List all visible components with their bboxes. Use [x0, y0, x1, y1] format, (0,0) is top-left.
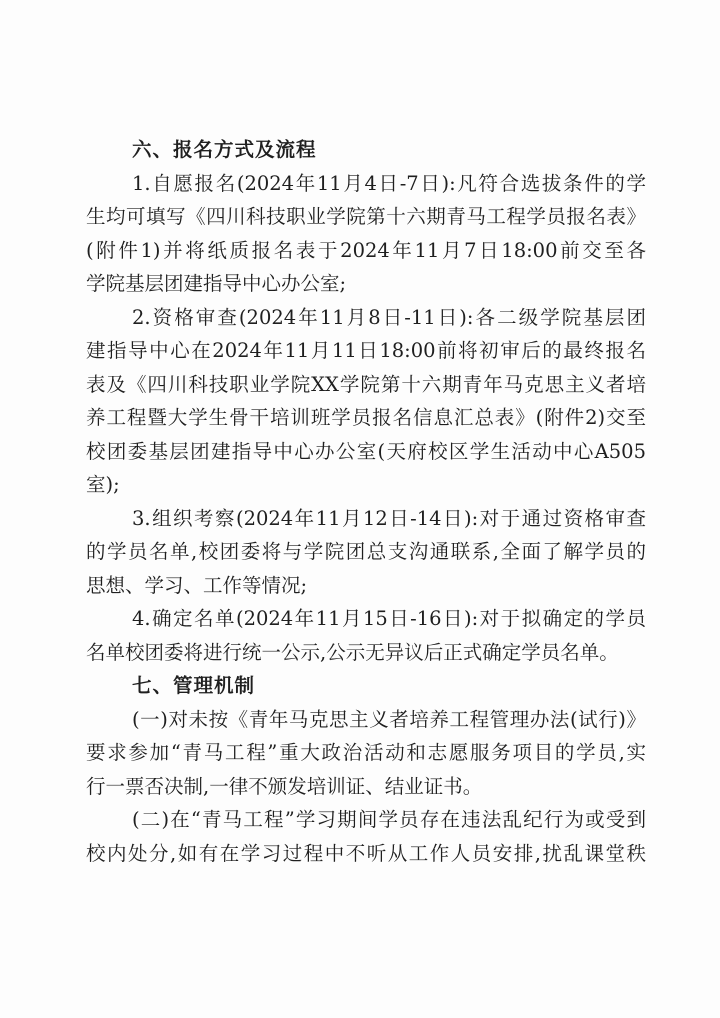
section-6-item-1-line-1: 1.自愿报名(2024年11月4日-7日):凡符合选拔条件的学 [132, 171, 646, 195]
section-6-item-4-line-2: 名单校团委将进行统一公示,公示无异议后正式确定学员名单。 [86, 640, 619, 664]
section-6-item-1-line-4: 学院基层团建指导中心办公室; [86, 272, 347, 295]
section-6-heading: 六、报名方式及流程 [132, 138, 317, 161]
section-6-item-3-line-3: 思想、学习、工作等情况; [86, 573, 308, 597]
section-7-item-2-line-2: 校内处分,如有在学习过程中不听从工作人员安排,扰乱课堂秩 [86, 841, 646, 865]
section-7-item-1-line-1: (一)对未按《青年马克思主义者培养工程管理办法(试行)》 [132, 707, 646, 731]
section-7-item-1-line-2: 要求参加“青马工程”重大政治活动和志愿服务项目的学员,实 [86, 741, 646, 764]
section-6-item-2-line-3: 表及《四川科技职业学院XX学院第十六期青年马克思主义者培 [86, 372, 646, 396]
section-6-item-3-line-1: 3.组织考察(2024年11月12日-14日):对于通过资格审查 [132, 506, 646, 530]
section-6-item-2-line-4: 养工程暨大学生骨干培训班学员报名信息汇总表》(附件2)交至 [86, 406, 646, 429]
section-6-item-2-line-1: 2.资格审查(2024年11月8日-11日):各二级学院基层团 [132, 305, 646, 329]
section-7-item-1-line-3: 行一票否决制,一律不颁发培训证、结业证书。 [86, 774, 483, 798]
section-6-item-4-line-1: 4.确定名单(2024年11月15日-16日):对于拟确定的学员 [132, 607, 646, 630]
section-6-item-3-line-2: 的学员名单,校团委将与学院团总支沟通联系,全面了解学员的 [86, 540, 646, 563]
section-7-heading: 七、管理机制 [132, 674, 256, 697]
document-body [86, 133, 646, 870]
section-6-item-1-line-3: (附件1)并将纸质报名表于2024年11月7日18:00前交至各 [86, 238, 646, 262]
section-6-item-2-line-5: 校团委基层团建指导中心办公室(天府校区学生活动中心A505 [86, 439, 646, 463]
section-7-item-2-line-1: (二)在“青马工程”学习期间学员存在违法乱纪行为或受到 [132, 808, 646, 831]
section-6-item-1-line-2: 生均可填写《四川科技职业学院第十六期青马工程学员报名表》 [86, 205, 646, 228]
section-6-item-2-line-6: 室); [86, 473, 120, 496]
section-6-item-2-line-2: 建指导中心在2024年11月11日18:00前将初审后的最终报名 [86, 339, 646, 362]
